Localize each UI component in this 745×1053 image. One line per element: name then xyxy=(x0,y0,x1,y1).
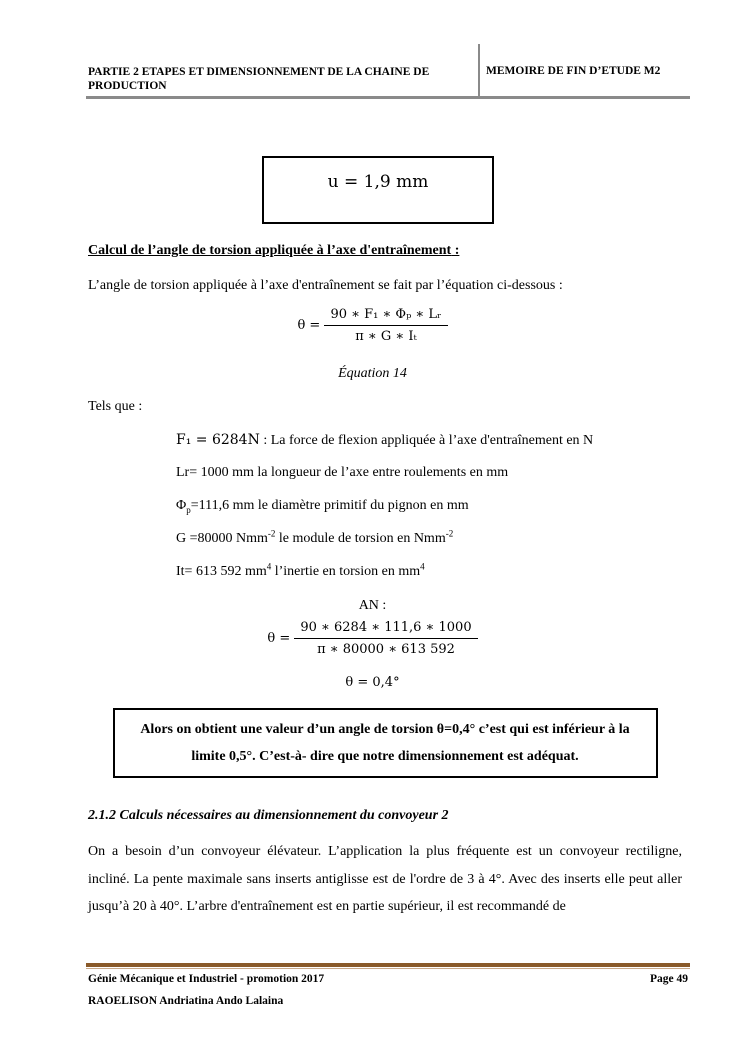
header-chapter-title: PARTIE 2 ETAPES ET DIMENSIONNEMENT DE LA CHAINE DE PRODUCTION xyxy=(88,66,430,92)
definition-g-exponent-2: -2 xyxy=(445,528,454,539)
equation-14-lhs: θ = xyxy=(297,318,321,333)
equation-14-denominator: π ∗ G ∗ Iₜ xyxy=(355,329,417,344)
footer-rule xyxy=(86,963,690,967)
result-box-value: u = 1,9 mm xyxy=(327,172,429,192)
equation-14-fraction xyxy=(324,307,447,344)
definition-g-exponent: -2 xyxy=(267,528,276,539)
section-title-colon: : xyxy=(451,243,460,258)
header-rule xyxy=(86,96,690,99)
definition-g xyxy=(176,528,454,547)
definition-it-text-b: l’inertie en torsion en mm xyxy=(271,564,421,579)
header-document-title: MEMOIRE DE FIN D’ETUDE M2 xyxy=(486,65,661,77)
equation-numeric-fraction xyxy=(294,620,477,657)
equation-numeric-lhs: θ = xyxy=(267,631,291,646)
body-paragraph: On a besoin d’un convoyeur élévateur. L’application la plus fréquente est un convoyeur rectiligne, incliné. La pente maximale sans inserts antiglisse est de l'ordre de 3 à 4°. Avec des inserts elle peut aller jusqu’à 20 à 40°. L’arbre d'entraînement est en partie supérieur, il est recommandé de xyxy=(88,844,682,914)
definition-phi-text: =111,6 mm le diamètre primitif du pignon en mm xyxy=(190,498,469,513)
definition-f1-symbol: F₁ = 6284N xyxy=(176,432,260,448)
tels-que-label: Tels que : xyxy=(88,399,143,414)
equation-14 xyxy=(0,307,745,344)
subsection-title: 2.1.2 Calculs nécessaires au dimensionnement du convoyeur 2 xyxy=(88,808,449,823)
section-title xyxy=(88,243,459,259)
intro-text: L’angle de torsion appliquée à l’axe d'entraînement se fait par l’équation ci-dessous : xyxy=(88,278,563,293)
definition-f1-text: : La force de flexion appliquée à l’axe d'entraînement en N xyxy=(259,433,594,448)
definition-it-exponent: 4 xyxy=(266,561,272,572)
equation-numeric-denominator: π ∗ 80000 ∗ 613 592 xyxy=(317,642,455,657)
definition-it-text-a: It= 613 592 mm xyxy=(176,564,267,579)
equation-label: Équation 14 xyxy=(338,366,407,381)
definition-it xyxy=(176,561,425,580)
definition-phi-symbol: Φ xyxy=(176,498,187,513)
equation-14-numerator: 90 ∗ F₁ ∗ Φₚ ∗ Lᵣ xyxy=(324,307,447,326)
footer-author: RAOELISON Andriatina Ando Lalaina xyxy=(88,995,284,1007)
definition-it-exponent-2: 4 xyxy=(420,561,425,572)
definition-g-text-b: le module de torsion en Nmm xyxy=(275,531,446,546)
header-divider xyxy=(478,44,480,99)
definition-g-text-a: G =80000 Nmm xyxy=(176,531,268,546)
footer-program: Génie Mécanique et Industriel - promotion 2017 xyxy=(88,973,325,985)
footer-rule-thin xyxy=(86,968,690,969)
definition-phi-subscript: p xyxy=(186,504,191,515)
equation-numeric xyxy=(0,620,745,657)
result-value: θ = 0,4° xyxy=(345,675,400,690)
an-label: AN : xyxy=(358,598,387,613)
definition-f1 xyxy=(176,432,593,449)
footer-page-number: Page 49 xyxy=(649,973,688,985)
section-title-text: Calcul de l’angle de torsion appliquée à l’axe d'entraînement xyxy=(88,243,452,258)
definition-lr: Lr= 1000 mm la longueur de l’axe entre roulements en mm xyxy=(176,465,509,480)
equation-numeric-numerator: 90 ∗ 6284 ∗ 111,6 ∗ 1000 xyxy=(294,620,477,639)
conclusion-text: Alors on obtient une valeur d’un angle de torsion θ=0,4° c’est qui est inférieur à la limite 0,5°. C’est-à- dire que notre dimensionnement est adéquat. xyxy=(140,722,630,764)
definition-phi xyxy=(176,498,469,514)
